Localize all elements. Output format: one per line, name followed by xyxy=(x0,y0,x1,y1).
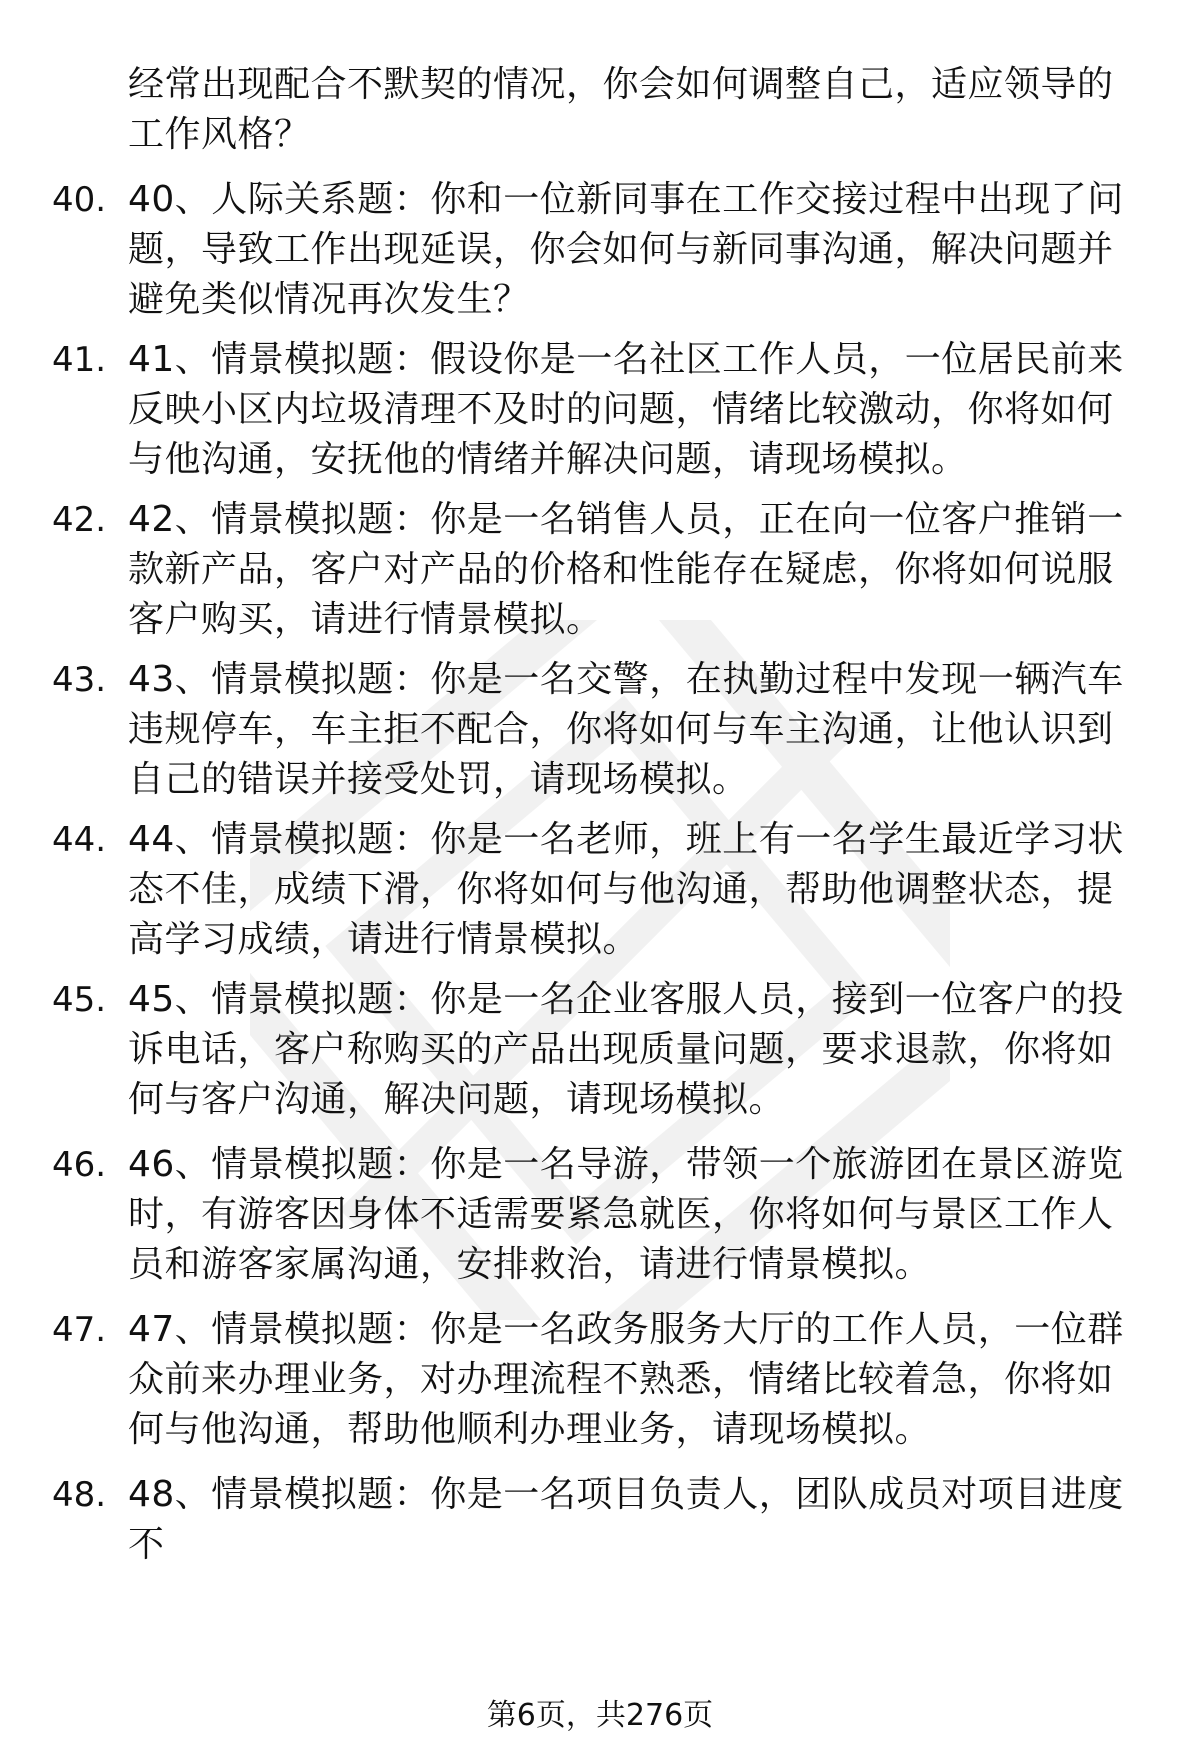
item-text: 41、情景模拟题：假设你是一名社区工作人员，一位居民前来反映小区内垃圾清理不及时的问题，情绪比较激动，你将如何与他沟通，安抚他的情绪并解决问题，请现场模拟。 xyxy=(128,339,1124,480)
item-number: 46. xyxy=(52,1145,107,1185)
item-number: 47. xyxy=(52,1310,107,1350)
item-text: 47、情景模拟题：你是一名政务服务大厅的工作人员，一位群众前来办理业务，对办理流程不熟悉，情绪比较着急，你将如何与他沟通，帮助他顺利办理业务，请现场模拟。 xyxy=(128,1309,1124,1450)
continued-paragraph: 经常出现配合不默契的情况，你会如何调整自己，适应领导的工作风格？ xyxy=(128,64,1114,155)
item-text: 45、情景模拟题：你是一名企业客服人员，接到一位客户的投诉电话，客户称购买的产品出现质量问题，要求退款，你将如何与客户沟通，解决问题，请现场模拟。 xyxy=(128,979,1124,1120)
page-footer: 第6页，共276页 xyxy=(486,1698,714,1733)
item-number: 41. xyxy=(52,340,107,380)
item-text: 48、情景模拟题：你是一名项目负责人，团队成员对项目进度不 xyxy=(128,1474,1124,1565)
item-number: 45. xyxy=(52,980,107,1020)
item-text: 44、情景模拟题：你是一名老师，班上有一名学生最近学习状态不佳，成绩下滑，你将如何与他沟通，帮助他调整状态，提高学习成绩，请进行情景模拟。 xyxy=(128,819,1124,960)
item-text: 42、情景模拟题：你是一名销售人员，正在向一位客户推销一款新产品，客户对产品的价格和性能存在疑虑，你将如何说服客户购买，请进行情景模拟。 xyxy=(128,499,1124,640)
item-number: 48. xyxy=(52,1475,107,1515)
item-text: 40、人际关系题：你和一位新同事在工作交接过程中出现了问题，导致工作出现延误，你会如何与新同事沟通，解决问题并避免类似情况再次发生？ xyxy=(128,179,1124,320)
item-text: 43、情景模拟题：你是一名交警，在执勤过程中发现一辆汽车违规停车，车主拒不配合，你将如何与车主沟通，让他认识到自己的错误并接受处罚，请现场模拟。 xyxy=(128,659,1124,800)
item-number: 43. xyxy=(52,660,107,700)
item-number: 44. xyxy=(52,820,107,860)
item-text: 46、情景模拟题：你是一名导游，带领一个旅游团在景区游览时，有游客因身体不适需要紧急就医，你将如何与景区工作人员和游客家属沟通，安排救治，请进行情景模拟。 xyxy=(128,1144,1124,1285)
item-number: 42. xyxy=(52,500,107,540)
item-number: 40. xyxy=(52,180,107,220)
